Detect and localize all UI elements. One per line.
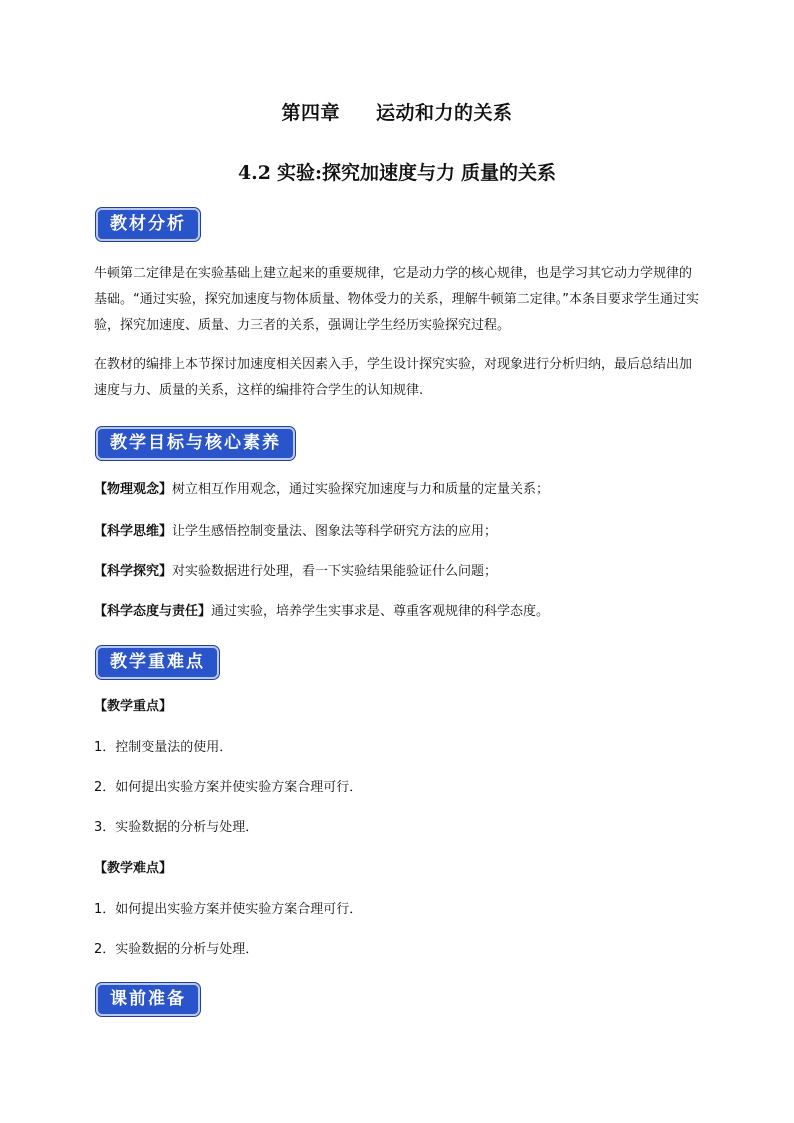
difficult-item: 2．实验数据的分析与处理． (94, 942, 259, 957)
analysis-paragraph-1: 牛顿第二定律是在实验基础上建立起来的重要规律，它是动力学的核心规律，也是学习其它动力学规律的基础。“通过实验，探究加速度与物体质量、物体受力的关系，理解牛顿第二定律。”本条目要求学生通过实验，探究加速度、质量、力三者的关系，强调让学生经历实验探究过程。 (94, 266, 699, 333)
key-item: 2．如何提出实验方案并使实验方案合理可行． (94, 780, 363, 795)
goal-physics-concept (94, 480, 549, 500)
lesson-name: 实验:探究加速度与力 (277, 162, 456, 184)
key-heading-text: 【教学重点】 (94, 699, 173, 714)
analysis-paragraph-2: 在教材的编排上本节探讨加速度相关因素入手，学生设计探究实验，对现象进行分析归纳，最后总结出加速度与力、质量的关系，这样的编排符合学生的认知规律. (94, 357, 693, 398)
goal-tag: 【物理观念】 (94, 482, 173, 497)
goal-scientific-attitude (94, 602, 549, 622)
goal-tag: 【科学思维】 (94, 524, 173, 539)
key-item: 1．控制变量法的使用． (94, 740, 233, 755)
key-item: 3．实验数据的分析与处理． (94, 820, 259, 835)
chapter-name: 运动和力的关系 (376, 102, 513, 124)
section-badge-prep: 课前准备 (96, 983, 200, 1016)
goal-scientific-inquiry (94, 562, 497, 582)
section-badge-keypoints: 教学重难点 (96, 646, 219, 679)
section-badge-analysis: 教材分析 (96, 208, 200, 241)
goal-text: 让学生感悟控制变量法、图象法等科学研究方法的应用； (172, 524, 498, 539)
lesson-title (0, 158, 794, 185)
difficult-item: 1．如何提出实验方案并使实验方案合理可行． (94, 902, 363, 917)
chapter-number: 第四章 (281, 102, 340, 124)
key-heading (94, 697, 172, 717)
goal-text: 对实验数据进行处理，看一下实验结果能验证什么问题； (172, 564, 498, 579)
goal-scientific-thinking (94, 522, 497, 542)
difficult-heading (94, 859, 172, 879)
goal-text: 通过实验，培养学生实事求是、尊重客观规律的科学态度。 (211, 604, 550, 619)
section-badge-goals: 教学目标与核心素养 (96, 427, 295, 460)
goal-tag: 【科学态度与责任】 (94, 604, 212, 619)
lesson-name-2: 质量的关系 (461, 162, 557, 184)
goal-tag: 【科学探究】 (94, 564, 173, 579)
lesson-number: 4.2 (237, 162, 272, 184)
goal-text: 树立相互作用观念，通过实验探究加速度与力和质量的定量关系； (172, 482, 550, 497)
chapter-title (0, 98, 794, 125)
difficult-heading-text: 【教学难点】 (94, 861, 173, 876)
